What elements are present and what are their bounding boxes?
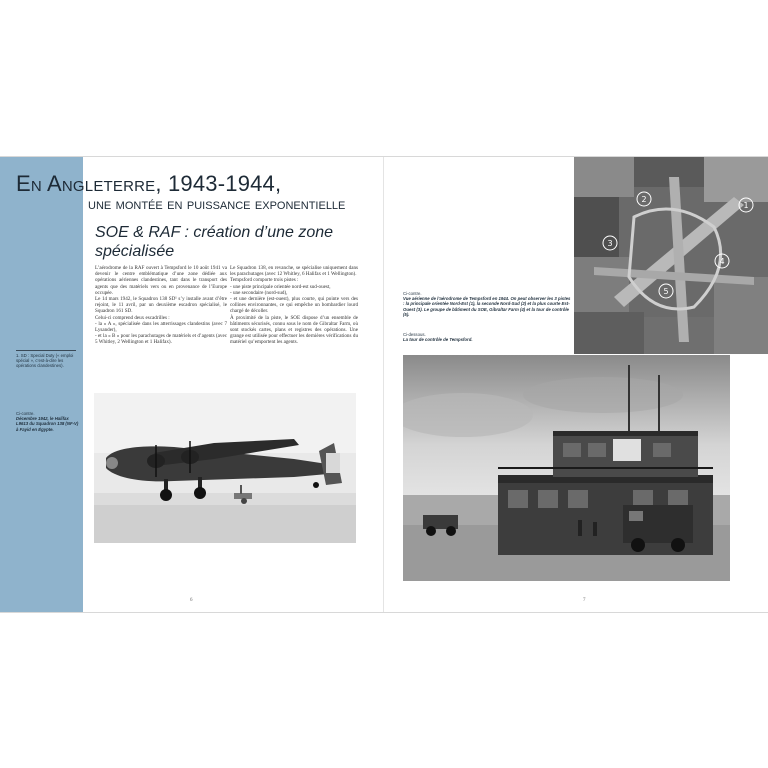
- blue-sidebar: [0, 157, 83, 612]
- caption-halifax: [16, 411, 80, 432]
- body-column-2: [230, 265, 358, 346]
- book-spread: [0, 156, 768, 613]
- page-number-left: 6: [190, 598, 193, 603]
- chapter-title: En Angleterre, 1943-1944,: [16, 171, 282, 196]
- paragraph: À proximité de la piste, le SOE dispose d’un ensemble de bâtiments sécurisés, connu sous le nom de Gibraltar Farm, où sont stockés cartes, plans et registres des opérations. Une grange est utilisée pour effectuer les dernières vérifications du matériel qu’emportent les agents.: [230, 314, 358, 346]
- control-tower-photo: [403, 355, 730, 581]
- footnote-rule: [16, 350, 76, 351]
- caption-text: Décembre 1942, le Halifax L9613 du Squadron 138 (NF-V) à Fayid en Égypte.: [16, 416, 79, 432]
- body-column-1: [95, 265, 227, 346]
- footnote: 1. SD : Special Duty (« emploi spécial », c’est-à-dire les opérations clandestines).: [16, 353, 74, 369]
- paragraph: - et la « B » pour les parachutages de matériels et d’agents (avec 5 Whitley, 2 Wellington et 1 Halifax).: [95, 333, 227, 346]
- halifax-photo: [94, 393, 356, 543]
- marker-3: 3: [607, 239, 613, 248]
- section-heading: SOE & RAF : création d’une zone spécialisée: [95, 224, 334, 260]
- paragraph: - une piste principale orientée nord-est sud-ouest,: [230, 283, 331, 290]
- aerial-view-photo: [574, 157, 768, 354]
- marker-4: 4: [719, 257, 725, 266]
- caption-text: La tour de contrôle de Tempsford.: [403, 337, 473, 343]
- paragraph: - une secondaire (nord-sud),: [230, 289, 288, 296]
- page-gutter: [383, 157, 384, 612]
- paragraph: Celui-ci comprend deux escadrilles :: [95, 314, 170, 321]
- paragraph: - et une dernière (est-ouest), plus courte, qui pointe vers des collines environnantes, ce qui empêche un bombardier lourd chargé de décoller.: [230, 296, 358, 315]
- caption-lead: Ci-contre.: [403, 291, 422, 296]
- marker-2: 2: [641, 195, 647, 204]
- caption-lead: Ci-dessous.: [403, 332, 426, 337]
- page-number-right: 7: [583, 598, 586, 603]
- paragraph: Le 14 mars 1942, le Squadron 138 SD¹ s’y installe avant d’être rejoint, le 11 avril, par un deuxième escadron spécialisé, le Squadron 161 SD.: [95, 296, 227, 315]
- paragraph: - la « A », spécialisée dans les atterrissages clandestins (avec 7 Lysander),: [95, 320, 227, 334]
- marker-5: 5: [663, 287, 669, 296]
- paragraph: Le Squadron 138, en revanche, se spécialise uniquement dans les parachutages (avec 12 Whitley, 6 Halifax et 1 Wellington).: [230, 265, 358, 278]
- paragraph: Tempsford comporte trois pistes :: [230, 277, 299, 284]
- paragraph: L’aérodrome de la RAF ouvert à Tempsford le 10 août 1941 va devenir le centre emblématique d’une zone dédiée aux opérations aériennes clandestines, tant dans le transport des agents que des matériels vers ou en provenance de l’Europe occupée.: [95, 265, 227, 296]
- chapter-subtitle: une montée en puissance exponentielle: [88, 196, 346, 213]
- caption-lead: Ci-contre.: [16, 411, 35, 416]
- caption-tower: [403, 332, 573, 342]
- caption-text: Vue aérienne de l’aérodrome de Tempsford en 1944. On peut observer les 3 pistes : la principale orientée Nord-Est (1), la seconde Nord-Sud (2) et la plus courte Est-Ouest (3). Le groupe de bâtiment du SOE, Gibraltar Farm (4) et la tour de contrôle (5).: [403, 296, 571, 317]
- caption-aerial: [403, 291, 573, 317]
- marker-1: 1: [743, 201, 749, 210]
